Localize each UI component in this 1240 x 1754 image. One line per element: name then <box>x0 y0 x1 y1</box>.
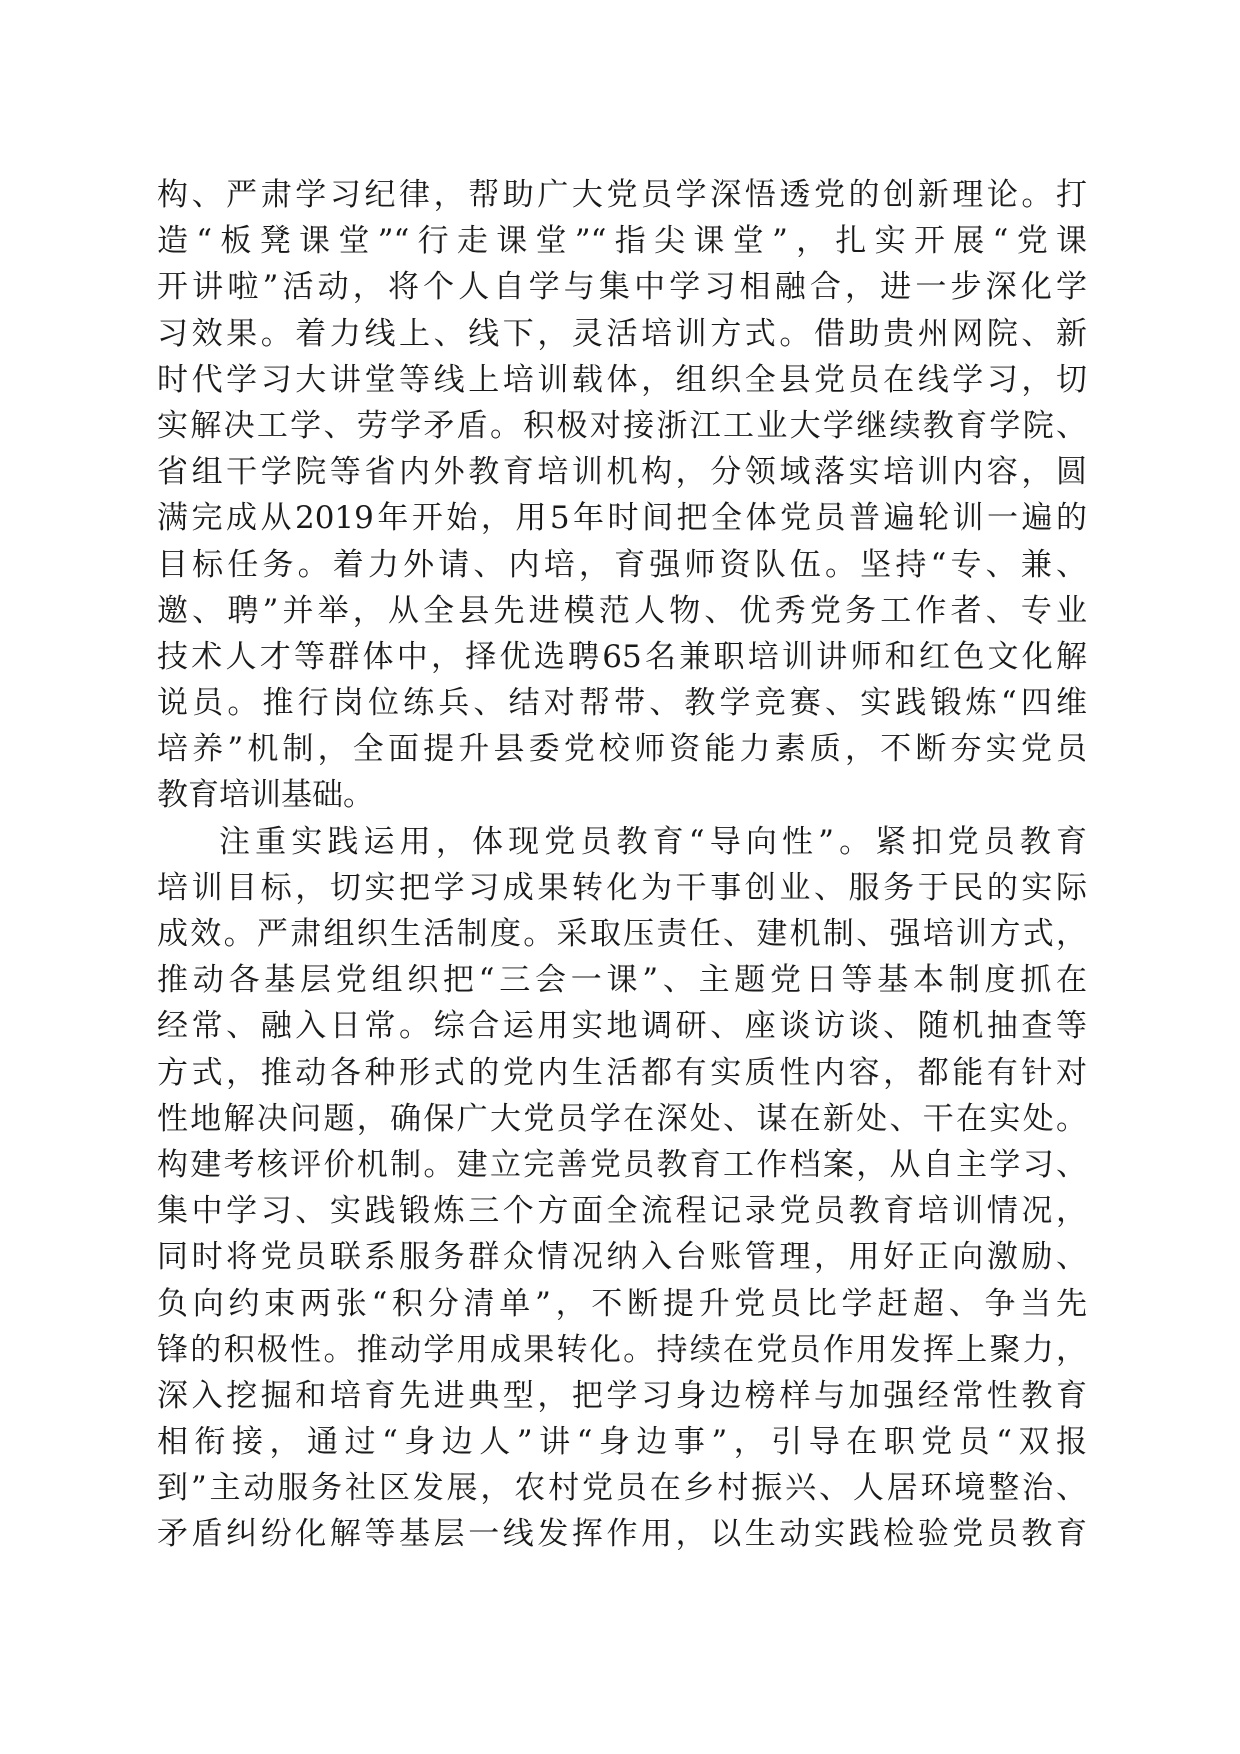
text-line: 目标任务。着力外请、内培，育强师资队伍。坚持“专、兼、 <box>157 546 1087 583</box>
text-line: 培训目标，切实把学习成果转化为干事创业、服务于民的实际 <box>157 869 1087 906</box>
text-line: 性地解决问题，确保广大党员学在深处、谋在新处、干在实处。 <box>157 1100 1087 1137</box>
text-line: 同时将党员联系服务群众情况纳入台账管理，用好正向激励、 <box>157 1239 1087 1276</box>
text-line: 到”主动服务社区发展，农村党员在乡村振兴、人居环境整治、 <box>157 1470 1087 1507</box>
text-line: 矛盾纠纷化解等基层一线发挥作用，以生动实践检验党员教育 <box>157 1516 1087 1553</box>
text-line: 邀、聘”并举，从全县先进模范人物、优秀党务工作者、专业 <box>157 592 1087 629</box>
text-line: 负向约束两张“积分清单”，不断提升党员比学赶超、争当先 <box>157 1285 1087 1322</box>
text-line: 省组干学院等省内外教育培训机构，分领域落实培训内容，圆 <box>157 454 1087 491</box>
text-line: 构建考核评价机制。建立完善党员教育工作档案，从自主学习、 <box>157 1146 1087 1183</box>
text-line: 满完成从2019年开始，用5年时间把全体党员普遍轮训一遍的 <box>157 500 1087 537</box>
text-line: 方式，推动各种形式的党内生活都有实质性内容，都能有针对 <box>157 1054 1087 1091</box>
text-line: 培养”机制，全面提升县委党校师资能力素质，不断夯实党员 <box>157 731 1087 768</box>
text-line: 习效果。着力线上、线下，灵活培训方式。借助贵州网院、新 <box>157 315 1087 352</box>
text-line: 技术人才等群体中，择优选聘65名兼职培训讲师和红色文化解 <box>157 638 1087 675</box>
text-line: 教育培训基础。 <box>157 777 374 814</box>
document-body <box>157 172 1087 1558</box>
text-line: 成效。严肃组织生活制度。采取压责任、建机制、强培训方式， <box>157 916 1087 952</box>
text-line: 注重实践运用，体现党员教育“导向性”。紧扣党员教育 <box>219 823 1087 860</box>
text-line: 造“板凳课堂”“行走课堂”“指尖课堂”，扎实开展“党课 <box>157 223 1087 260</box>
text-line: 深入挖掘和培育先进典型，把学习身边榜样与加强经常性教育 <box>157 1377 1087 1414</box>
text-line: 相衔接，通过“身边人”讲“身边事”，引导在职党员“双报 <box>157 1424 1087 1461</box>
text-line: 锋的积极性。推动学用成果转化。持续在党员作用发挥上聚力， <box>157 1331 1087 1368</box>
text-line: 推动各基层党组织把“三会一课”、主题党日等基本制度抓在 <box>157 962 1087 999</box>
text-line: 实解决工学、劳学矛盾。积极对接浙江工业大学继续教育学院、 <box>157 407 1087 444</box>
paragraph-2 <box>157 819 1087 1558</box>
text-line: 说员。推行岗位练兵、结对帮带、教学竞赛、实践锻炼“四维 <box>157 685 1087 722</box>
text-line: 开讲啦”活动，将个人自学与集中学习相融合，进一步深化学 <box>157 269 1087 306</box>
text-line: 构、严肃学习纪律，帮助广大党员学深悟透党的创新理论。打 <box>157 177 1087 213</box>
text-line: 集中学习、实践锻炼三个方面全流程记录党员教育培训情况， <box>157 1193 1087 1230</box>
text-line: 经常、融入日常。综合运用实地调研、座谈访谈、随机抽查等 <box>157 1008 1087 1045</box>
paragraph-1 <box>157 172 1087 819</box>
text-line: 时代学习大讲堂等线上培训载体，组织全县党员在线学习，切 <box>157 361 1087 398</box>
